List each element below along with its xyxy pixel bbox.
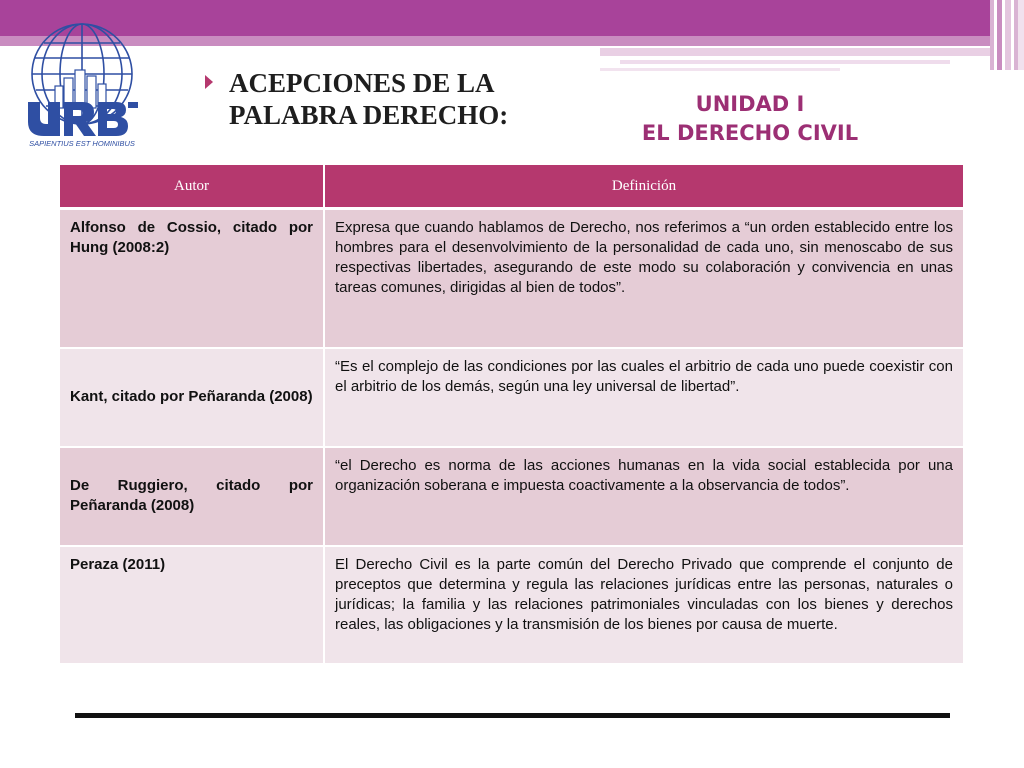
globe-buildings-icon bbox=[24, 18, 140, 150]
column-header-autor: Autor bbox=[60, 165, 324, 209]
definicion-cell: “el Derecho es norma de las acciones humanas en la vida social establecida por una organización soberana e impuesta coactivamente a la observancia de todos”. bbox=[324, 447, 964, 546]
top-decorative-band-light bbox=[0, 36, 1024, 46]
definicion-cell: El Derecho Civil es la parte común del Derecho Privado que comprende el conjunto de preceptos que determina y regula las relaciones jurídicas entre las personas, naturales o jurídicas; la familia y las relaciones patrimoniales vinculadas con los bienes y derechos reales, las obligaciones y la transmisión de los bienes por causa de muerte. bbox=[324, 546, 964, 664]
decorative-strip bbox=[620, 60, 950, 64]
autor-cell: Peraza (2011) bbox=[60, 546, 324, 664]
definicion-cell: Expresa que cuando hablamos de Derecho, nos referimos a “un orden establecido entre los hombres para el desenvolvimiento de la personalidad de cada uno, sin menoscabo de sus respectivas libertades, asegurando de este modo su colaboración y convivencia en unas tareas comunes, dirigidas al bien de todos”. bbox=[324, 209, 964, 348]
table-row bbox=[60, 348, 964, 447]
logo-motto: SAPIENTIUS EST HOMINIBUS bbox=[29, 139, 135, 148]
table-row bbox=[60, 209, 964, 348]
title-line-1: ACEPCIONES DE LA bbox=[229, 68, 495, 98]
unit-heading bbox=[600, 90, 900, 148]
autor-cell: Kant, citado por Peñaranda (2008) bbox=[60, 348, 324, 447]
bottom-divider bbox=[75, 713, 950, 718]
decorative-vertical-stripes bbox=[990, 0, 1024, 70]
top-decorative-band bbox=[0, 0, 1024, 36]
bullet-arrow-icon bbox=[205, 75, 213, 89]
autor-cell: Alfonso de Cossio, citado por Hung (2008:2) bbox=[60, 209, 324, 348]
autor-cell: De Ruggiero, citado por Peñaranda (2008) bbox=[60, 447, 324, 546]
definicion-cell: “Es el complejo de las condiciones por las cuales el arbitrio de cada uno puede coexistir con el arbitrio de los demás, según una ley universal de libertad”. bbox=[324, 348, 964, 447]
decorative-strip bbox=[600, 48, 990, 56]
decorative-strip bbox=[600, 68, 840, 71]
table-row bbox=[60, 546, 964, 664]
title-line-2: PALABRA DERECHO: bbox=[229, 100, 509, 130]
table-header-row bbox=[60, 165, 964, 209]
column-header-definicion: Definición bbox=[324, 165, 964, 209]
definitions-table bbox=[60, 165, 965, 665]
page-title bbox=[207, 67, 567, 131]
urbe-logo bbox=[24, 18, 140, 150]
unit-heading-line-2: EL DERECHO CIVIL bbox=[641, 121, 859, 145]
unit-heading-line-1: UNIDAD I bbox=[695, 92, 805, 116]
table-row bbox=[60, 447, 964, 546]
